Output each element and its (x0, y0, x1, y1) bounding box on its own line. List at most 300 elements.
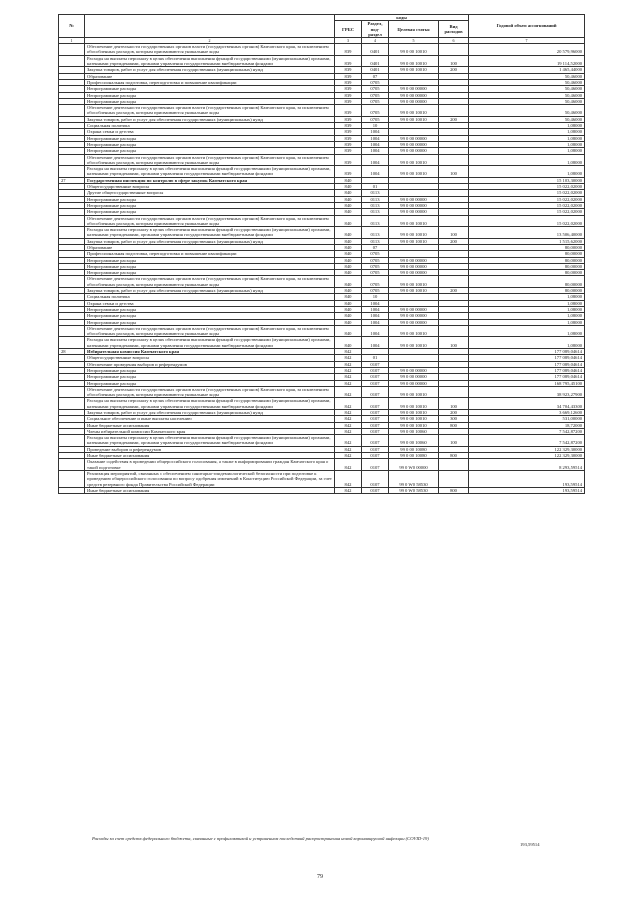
row-grbs: 842 (335, 349, 362, 355)
row-name: Непрограммные расходы (85, 257, 335, 263)
row-grbs: 840 (335, 215, 362, 227)
row-expense-type: 800 (439, 453, 469, 459)
row-section: 0107 (362, 459, 389, 471)
row-name: Закупка товаров, работ и услуг для обеспечения государственных (муниципальных) нужд (85, 67, 335, 73)
row-grbs: 842 (335, 361, 362, 367)
row-amount: 1,08000 (469, 306, 585, 312)
row-number (59, 166, 85, 178)
row-amount: 38 923,27900 (469, 386, 585, 398)
row-grbs: 842 (335, 367, 362, 373)
row-grbs: 842 (335, 355, 362, 361)
row-grbs: 839 (335, 98, 362, 104)
row-grbs: 842 (335, 487, 362, 493)
row-grbs: 839 (335, 148, 362, 154)
row-target-article: 99 0 00 00000 (389, 374, 439, 380)
row-amount: 193,59514 (469, 470, 585, 487)
row-section: 1004 (362, 319, 389, 325)
row-name: Закупка товаров, работ и услуг для обеспечения государственных (муниципальных) нужд (85, 410, 335, 416)
row-grbs: 840 (335, 202, 362, 208)
row-section: 0107 (362, 487, 389, 493)
row-name: Непрограммные расходы (85, 92, 335, 98)
row-name: Обеспечение деятельности государственных органов власти (государственных органов) Камчатского края, за исключением обособленных расходов, которым присваиваются уникальные коды (85, 154, 335, 166)
row-section: 0113 (362, 238, 389, 244)
row-name: Непрограммные расходы (85, 98, 335, 104)
row-section: 0107 (362, 453, 389, 459)
row-target-article: 99 0 00 00000 (389, 270, 439, 276)
row-section: 1004 (362, 337, 389, 349)
row-name: Непрограммные расходы (85, 196, 335, 202)
row-name: Расходы на выплаты персоналу в целях обеспечения выполнения функций государственными (муниципальными) органами, казенными учреждениями, органами управления государственными внебюджетными фондами (85, 227, 335, 239)
row-name: Охрана семьи и детства (85, 300, 335, 306)
row-section: 0705 (362, 288, 389, 294)
row-grbs: 839 (335, 67, 362, 73)
row-section: 1004 (362, 141, 389, 147)
row-section: 01 (362, 184, 389, 190)
row-section: 07 (362, 73, 389, 79)
row-amount: 1,08000 (469, 148, 585, 154)
row-grbs: 840 (335, 196, 362, 202)
table-row (59, 227, 585, 239)
col-header-target: Целевая статья (389, 21, 439, 38)
row-amount: 3 669,12600 (469, 410, 585, 416)
row-amount: 15 022,02000 (469, 209, 585, 215)
row-amount: 122 329,30000 (469, 453, 585, 459)
row-amount: 1,08000 (469, 325, 585, 337)
row-section: 0107 (362, 380, 389, 386)
row-name: Непрограммные расходы (85, 202, 335, 208)
row-section: 0113 (362, 227, 389, 239)
row-grbs: 840 (335, 177, 362, 183)
row-expense-type (439, 470, 469, 487)
row-amount: 1 515,62000 (469, 238, 585, 244)
row-section: 0705 (362, 116, 389, 122)
row-number (59, 154, 85, 166)
row-grbs: 842 (335, 446, 362, 452)
row-amount: 50,46000 (469, 105, 585, 117)
table-row (59, 470, 585, 487)
row-section: 0107 (362, 386, 389, 398)
table-row (59, 337, 585, 349)
row-grbs: 840 (335, 276, 362, 288)
footer-note: Расходы за счет средств федерального бюджета, связанные с профилактикой и устранением последствий распространения новой коронавирусной инфекции (COVID-19) (92, 836, 429, 841)
row-amount: 80,00000 (469, 244, 585, 250)
row-target-article: 99 0 00 00000 (389, 141, 439, 147)
row-section: 01 (362, 355, 389, 361)
row-name: Общегосударственные вопросы (85, 184, 335, 190)
row-amount: 193,59514 (469, 487, 585, 493)
row-amount: 1,08000 (469, 129, 585, 135)
row-grbs: 839 (335, 154, 362, 166)
row-section: 1004 (362, 325, 389, 337)
row-number (59, 386, 85, 398)
row-target-article: 99 0 00 10010 (389, 422, 439, 428)
row-amount: 80,00000 (469, 270, 585, 276)
row-number (59, 337, 85, 349)
row-expense-type: 100 (439, 227, 469, 239)
row-target-article: 99 0 00 10010 (389, 44, 439, 56)
row-name: Иные бюджетные ассигнования (85, 422, 335, 428)
row-amount: 15 022,02000 (469, 202, 585, 208)
row-expense-type: 100 (439, 435, 469, 447)
row-name: Обеспечение деятельности государственных органов власти (государственных органов) Камчатского края, за исключением обособленных расходов, которым присваиваются уникальные коды (85, 276, 335, 288)
row-target-article: 99 0 W0 58530 (389, 470, 439, 487)
row-section: 0107 (362, 361, 389, 367)
row-section: 0113 (362, 209, 389, 215)
row-name: Общегосударственные вопросы (85, 355, 335, 361)
row-amount: 1,08000 (469, 141, 585, 147)
row-number: 27 (59, 177, 85, 183)
table-row (59, 44, 585, 56)
row-grbs: 842 (335, 470, 362, 487)
row-expense-type: 200 (439, 238, 469, 244)
row-target-article: 99 0 W0 00000 (389, 459, 439, 471)
row-amount: 168 795,45100 (469, 380, 585, 386)
row-grbs: 840 (335, 325, 362, 337)
row-grbs: 839 (335, 86, 362, 92)
row-target-article: 99 0 00 10010 (389, 166, 439, 178)
col-header-section: Раздел, под- раздел (362, 21, 389, 38)
row-amount: 1,08000 (469, 319, 585, 325)
row-name: Государственная инспекция по контролю в сфере закупок Камчатского края (85, 177, 335, 183)
column-index-cell: 2 (85, 38, 335, 44)
row-grbs: 842 (335, 428, 362, 434)
row-grbs: 839 (335, 44, 362, 56)
row-name: Профессиональная подготовка, переподготовка и повышение квалификации (85, 79, 335, 85)
row-grbs: 839 (335, 116, 362, 122)
row-section: 0107 (362, 428, 389, 434)
table-row (59, 398, 585, 410)
row-section: 0401 (362, 67, 389, 73)
row-name: Закупка товаров, работ и услуг для обеспечения государственных (муниципальных) нужд (85, 238, 335, 244)
row-name: Иные бюджетные ассигнования (85, 487, 335, 493)
row-section: 0107 (362, 435, 389, 447)
row-amount: 50,46000 (469, 79, 585, 85)
row-target-article: 99 0 00 10010 (389, 410, 439, 416)
row-grbs: 840 (335, 306, 362, 312)
row-expense-type (439, 105, 469, 117)
table-row (59, 459, 585, 471)
row-name: Профессиональная подготовка, переподготовка и повышение квалификации (85, 251, 335, 257)
row-grbs: 840 (335, 244, 362, 250)
row-number (59, 459, 85, 471)
row-name: Социальная политика (85, 294, 335, 300)
row-name: Члены избирательной комиссии Камчатского края (85, 428, 335, 434)
row-amount: 13 506,40000 (469, 227, 585, 239)
row-grbs: 840 (335, 319, 362, 325)
row-expense-type (439, 276, 469, 288)
row-section: 0705 (362, 276, 389, 288)
row-expense-type: 100 (439, 166, 469, 178)
row-grbs: 842 (335, 398, 362, 410)
row-amount: 80,00000 (469, 288, 585, 294)
row-name: Непрограммные расходы (85, 141, 335, 147)
row-name: Расходы на выплаты персоналу в целях обеспечения выполнения функций государственными (муниципальными) органами, казенными учреждениями, органами управления государственными внебюджетными фондами (85, 398, 335, 410)
row-target-article: 99 0 00 00000 (389, 319, 439, 325)
row-section: 0113 (362, 196, 389, 202)
row-amount: 15 103,30000 (469, 177, 585, 183)
row-grbs: 840 (335, 263, 362, 269)
row-expense-type: 200 (439, 116, 469, 122)
row-name: Непрограммные расходы (85, 306, 335, 312)
row-amount: 7 542,87200 (469, 428, 585, 434)
row-name: Непрограммные расходы (85, 367, 335, 373)
row-grbs: 840 (335, 227, 362, 239)
row-section: 1004 (362, 129, 389, 135)
row-number (59, 398, 85, 410)
row-target-article: 99 0 00 10010 (389, 238, 439, 244)
row-name: Социальное обеспечение и иные выплаты населению (85, 416, 335, 422)
table-row (59, 386, 585, 398)
table-body (59, 38, 585, 494)
row-target-article: 99 0 00 10010 (389, 215, 439, 227)
row-target-article: 99 0 00 00000 (389, 148, 439, 154)
footer-amount: 193,59514 (520, 842, 540, 847)
row-grbs: 839 (335, 79, 362, 85)
row-target-article: 99 0 00 10010 (389, 67, 439, 73)
row-name: Социальная политика (85, 123, 335, 129)
table-row (59, 215, 585, 227)
row-name: Непрограммные расходы (85, 313, 335, 319)
row-target-article: 99 0 00 00000 (389, 257, 439, 263)
row-grbs: 840 (335, 209, 362, 215)
column-index-cell: 5 (389, 38, 439, 44)
col-header-type: Вид расходов (439, 21, 469, 38)
row-grbs: 839 (335, 129, 362, 135)
row-target-article: 99 0 00 00000 (389, 92, 439, 98)
row-section: 0107 (362, 374, 389, 380)
row-target-article: 99 0 00 10010 (389, 416, 439, 422)
row-target-article: 99 0 00 10010 (389, 55, 439, 67)
col-header-codes: коды (335, 15, 469, 21)
row-section: 0705 (362, 98, 389, 104)
row-amount: 50,46000 (469, 98, 585, 104)
row-name: Реализация мероприятий, связанных с обеспечением санитарно-эпидемиологической безопасности при подготовке к проведению общероссийского голосования по вопросу одобрения изменений в Конституцию Российской Федерации, за счет средств резервного фонда Правительства Российской Федерации (85, 470, 335, 487)
row-target-article: 99 0 00 10010 (389, 325, 439, 337)
table-row (59, 55, 585, 67)
row-name: Обеспечение деятельности государственных органов власти (государственных органов) Камчатского края, за исключением обособленных расходов, которым присваиваются уникальные коды (85, 325, 335, 337)
row-name: Закупка товаров, работ и услуг для обеспечения государственных (муниципальных) нужд (85, 116, 335, 122)
row-target-article: 99 0 00 00000 (389, 209, 439, 215)
budget-table (58, 14, 585, 494)
row-amount: 122 329,30000 (469, 446, 585, 452)
row-grbs: 840 (335, 251, 362, 257)
row-number (59, 227, 85, 239)
row-grbs: 840 (335, 184, 362, 190)
row-target-article: 99 0 00 10010 (389, 337, 439, 349)
row-name: Непрограммные расходы (85, 263, 335, 269)
row-target-article: 99 0 00 00000 (389, 306, 439, 312)
page-number: 79 (317, 874, 323, 880)
row-section: 0113 (362, 215, 389, 227)
row-grbs: 840 (335, 238, 362, 244)
row-section: 0401 (362, 44, 389, 56)
row-section: 0107 (362, 470, 389, 487)
row-section: 0705 (362, 92, 389, 98)
row-expense-type (439, 325, 469, 337)
row-grbs: 840 (335, 300, 362, 306)
row-amount: 1,08000 (469, 313, 585, 319)
row-section: 07 (362, 244, 389, 250)
row-target-article: 99 0 00 00000 (389, 202, 439, 208)
row-amount: 34 704,43300 (469, 398, 585, 410)
row-expense-type: 100 (439, 55, 469, 67)
row-section: 10 (362, 294, 389, 300)
row-grbs: 842 (335, 422, 362, 428)
row-section: 0107 (362, 446, 389, 452)
row-name: Закупка товаров, работ и услуг для обеспечения государственных (муниципальных) нужд (85, 288, 335, 294)
row-grbs: 842 (335, 410, 362, 416)
row-amount: 50,46000 (469, 92, 585, 98)
row-section: 0113 (362, 190, 389, 196)
table-row (59, 166, 585, 178)
row-target-article: 99 0 00 10010 (389, 288, 439, 294)
row-name: Непрограммные расходы (85, 374, 335, 380)
row-target-article: 99 0 00 00000 (389, 86, 439, 92)
row-amount: 177 089,04614 (469, 367, 585, 373)
row-number (59, 105, 85, 117)
row-number (59, 215, 85, 227)
row-target-article: 99 0 00 00000 (389, 367, 439, 373)
row-target-article: 99 0 W0 58530 (389, 487, 439, 493)
row-target-article: 99 0 00 10010 (389, 398, 439, 410)
row-amount: 50,46000 (469, 116, 585, 122)
row-expense-type: 200 (439, 410, 469, 416)
row-grbs: 842 (335, 453, 362, 459)
row-section: 1004 (362, 313, 389, 319)
row-target-article: 99 0 00 00000 (389, 313, 439, 319)
table-row (59, 325, 585, 337)
row-grbs: 839 (335, 105, 362, 117)
table-row (59, 276, 585, 288)
row-amount: 15 022,02000 (469, 190, 585, 196)
row-expense-type: 300 (439, 416, 469, 422)
row-amount: 20 579,96000 (469, 44, 585, 56)
row-grbs: 842 (335, 416, 362, 422)
row-amount: 177 089,04614 (469, 355, 585, 361)
row-expense-type: 100 (439, 398, 469, 410)
row-expense-type (439, 459, 469, 471)
row-grbs: 839 (335, 135, 362, 141)
row-name: Обеспечение деятельности государственных органов власти (государственных органов) Камчатского края, за исключением обособленных расходов, которым присваиваются уникальные коды (85, 386, 335, 398)
row-name: Образование (85, 244, 335, 250)
row-section: 1004 (362, 300, 389, 306)
row-grbs: 840 (335, 190, 362, 196)
row-grbs: 842 (335, 435, 362, 447)
row-name: Непрограммные расходы (85, 209, 335, 215)
table-row (59, 435, 585, 447)
row-section: 0705 (362, 251, 389, 257)
row-target-article: 99 0 00 00000 (389, 380, 439, 386)
row-section: 1004 (362, 154, 389, 166)
row-target-article: 99 0 00 10010 (389, 227, 439, 239)
row-target-article: 99 0 00 00000 (389, 196, 439, 202)
col-header-amount: Годовой объем ассигнований (469, 15, 585, 38)
row-amount: 50,46000 (469, 73, 585, 79)
row-grbs: 842 (335, 380, 362, 386)
column-index-cell: 7 (469, 38, 585, 44)
row-amount: 177 089,04614 (469, 361, 585, 367)
row-amount: 177 089,04614 (469, 374, 585, 380)
row-amount: 177 089,04614 (469, 349, 585, 355)
row-name: Обеспечение деятельности государственных органов власти (государственных органов) Камчатского края, за исключением обособленных расходов, которым присваиваются уникальные коды (85, 44, 335, 56)
col-header-grbs: ГРБС (335, 21, 362, 38)
row-amount: 19 114,52000 (469, 55, 585, 67)
row-section: 1004 (362, 148, 389, 154)
row-section: 0705 (362, 257, 389, 263)
row-section: 1004 (362, 306, 389, 312)
row-target-article: 99 0 00 00000 (389, 135, 439, 141)
row-name: Образование (85, 73, 335, 79)
row-number: 28 (59, 349, 85, 355)
row-section: 0705 (362, 86, 389, 92)
row-expense-type (439, 215, 469, 227)
row-name: Непрограммные расходы (85, 86, 335, 92)
row-amount: 15 022,02000 (469, 215, 585, 227)
row-amount: 1,08000 (469, 337, 585, 349)
row-amount: 1 465,44000 (469, 67, 585, 73)
row-amount: 15 022,02000 (469, 184, 585, 190)
row-number (59, 487, 85, 493)
row-section: 0401 (362, 55, 389, 67)
row-target-article: 99 0 00 10010 (389, 276, 439, 288)
row-target-article: 99 0 00 10080 (389, 453, 439, 459)
row-amount: 531,00000 (469, 416, 585, 422)
row-expense-type (439, 386, 469, 398)
row-expense-type: 100 (439, 337, 469, 349)
row-amount: 8 293,59514 (469, 459, 585, 471)
row-target-article: 99 0 00 10010 (389, 105, 439, 117)
row-section: 10 (362, 123, 389, 129)
row-name: Непрограммные расходы (85, 148, 335, 154)
row-section: 0107 (362, 416, 389, 422)
row-expense-type: 800 (439, 422, 469, 428)
column-index-cell: 3 (335, 38, 362, 44)
row-grbs: 840 (335, 270, 362, 276)
row-amount: 18,72000 (469, 422, 585, 428)
row-amount: 80,00000 (469, 257, 585, 263)
row-name: Обеспечение проведения выборов и референдумов (85, 361, 335, 367)
row-name: Непрограммные расходы (85, 319, 335, 325)
row-number (59, 276, 85, 288)
row-grbs: 842 (335, 459, 362, 471)
row-amount: 80,00000 (469, 263, 585, 269)
row-number (59, 470, 85, 487)
row-number (59, 55, 85, 67)
column-index-cell: 6 (439, 38, 469, 44)
row-grbs: 840 (335, 288, 362, 294)
row-number (59, 44, 85, 56)
row-amount: 7 542,87200 (469, 435, 585, 447)
table-row (59, 487, 585, 493)
column-index-cell: 1 (59, 38, 85, 44)
row-section: 0705 (362, 105, 389, 117)
row-amount: 1,08000 (469, 123, 585, 129)
row-grbs: 839 (335, 92, 362, 98)
row-section: 0705 (362, 270, 389, 276)
row-amount: 80,00000 (469, 251, 585, 257)
row-grbs: 840 (335, 257, 362, 263)
row-name: Расходы на выплаты персоналу в целях обеспечения выполнения функций государственными (муниципальными) органами, казенными учреждениями, органами управления государственными внебюджетными фондами (85, 55, 335, 67)
row-name: Расходы на выплаты персоналу в целях обеспечения выполнения функций государственными (муниципальными) органами, казенными учреждениями, органами управления государственными внебюджетными фондами (85, 337, 335, 349)
col-header-name (85, 15, 335, 38)
row-target-article: 99 0 00 10010 (389, 116, 439, 122)
row-name: Расходы на выплаты персоналу в целях обеспечения выполнения функций государственными (муниципальными) органами, казенными учреждениями, органами управления государственными внебюджетными фондами (85, 166, 335, 178)
row-target-article: 99 0 00 10010 (389, 154, 439, 166)
row-section: 0107 (362, 422, 389, 428)
row-expense-type (439, 154, 469, 166)
row-name: Другие общегосударственные вопросы (85, 190, 335, 196)
row-amount: 1,08000 (469, 135, 585, 141)
